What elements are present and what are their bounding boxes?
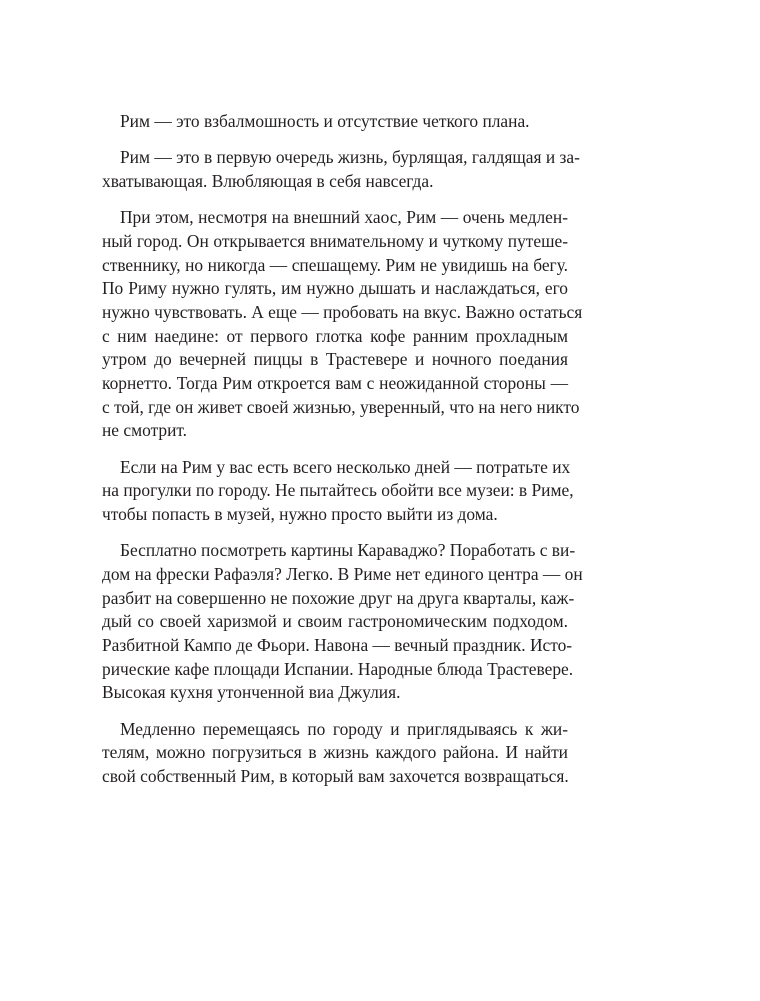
body-text <box>102 110 583 801</box>
paragraph-3 <box>102 206 583 443</box>
text-line: Рим — это в первую очередь жизнь, бурлящая, галдящая и за- <box>120 147 580 168</box>
text-line: При этом, несмотря на внешний хаос, Рим — очень медлен- <box>120 207 568 228</box>
text-line: с той, где он живет своей жизнью, уверенный, что на него никто <box>102 396 580 417</box>
text-line: Разбитной Кампо де Фьори. Навона — вечный праздник. Исто- <box>102 635 573 656</box>
text-line: нужно чувствовать. А еще — пробовать на вкус. Важно остаться <box>102 301 583 322</box>
text-line: ственнику, но никогда — спешащему. Рим не увидишь на бегу. <box>102 254 568 275</box>
paragraph-6 <box>102 718 568 789</box>
paragraph-1 <box>102 110 568 134</box>
paragraph-5 <box>102 539 583 705</box>
text-line: Если на Рим у вас есть всего несколько дней — потратьте их <box>120 456 571 477</box>
text-line: корнетто. Тогда Рим откроется вам с неожиданной стороны — <box>102 373 568 394</box>
text-line: телям, можно погрузиться в жизнь каждого района. И найти <box>102 742 568 763</box>
text-line: разбит на совершенно не похожие друг на друга кварталы, каж- <box>102 587 575 608</box>
text-line: Рим — это взбалмошность и отсутствие четкого плана. <box>120 111 530 131</box>
text-line: дом на фрески Рафаэля? Легко. В Риме нет единого центра — он <box>102 563 583 584</box>
text-line: не смотрит. <box>102 420 188 441</box>
paragraph-2 <box>102 146 580 193</box>
text-line: утром до вечерней пиццы в Трастевере и ночного поедания <box>102 349 568 370</box>
text-line: на прогулки по городу. Не пытайтесь обойти все музеи: в Риме, <box>102 480 574 501</box>
text-line: ный город. Он открывается внимательному и чуткому путеше- <box>102 230 568 251</box>
text-line: Бесплатно посмотреть картины Караваджо? Поработать с ви- <box>120 540 576 561</box>
text-line: хватывающая. Влюбляющая в себя навсегда. <box>102 170 434 191</box>
text-line: дый со своей харизмой и своим гастрономическим подходом. <box>102 611 568 632</box>
text-line: чтобы попасть в музей, нужно просто выйти из дома. <box>102 504 498 525</box>
text-line: свой собственный Рим, в который вам захочется возвращаться. <box>102 766 569 787</box>
text-line: Высокая кухня утонченной виа Джулия. <box>102 682 401 703</box>
text-line: рические кафе площади Испании. Народные блюда Трастевере. <box>102 658 574 679</box>
text-line: По Риму нужно гулять, им нужно дышать и наслаждаться, его <box>102 278 568 299</box>
text-line: Медленно перемещаясь по городу и приглядываясь к жи- <box>120 718 568 739</box>
text-line: с ним наедине: от первого глотка кофе ранним прохладным <box>102 325 568 346</box>
paragraph-4 <box>102 456 574 527</box>
